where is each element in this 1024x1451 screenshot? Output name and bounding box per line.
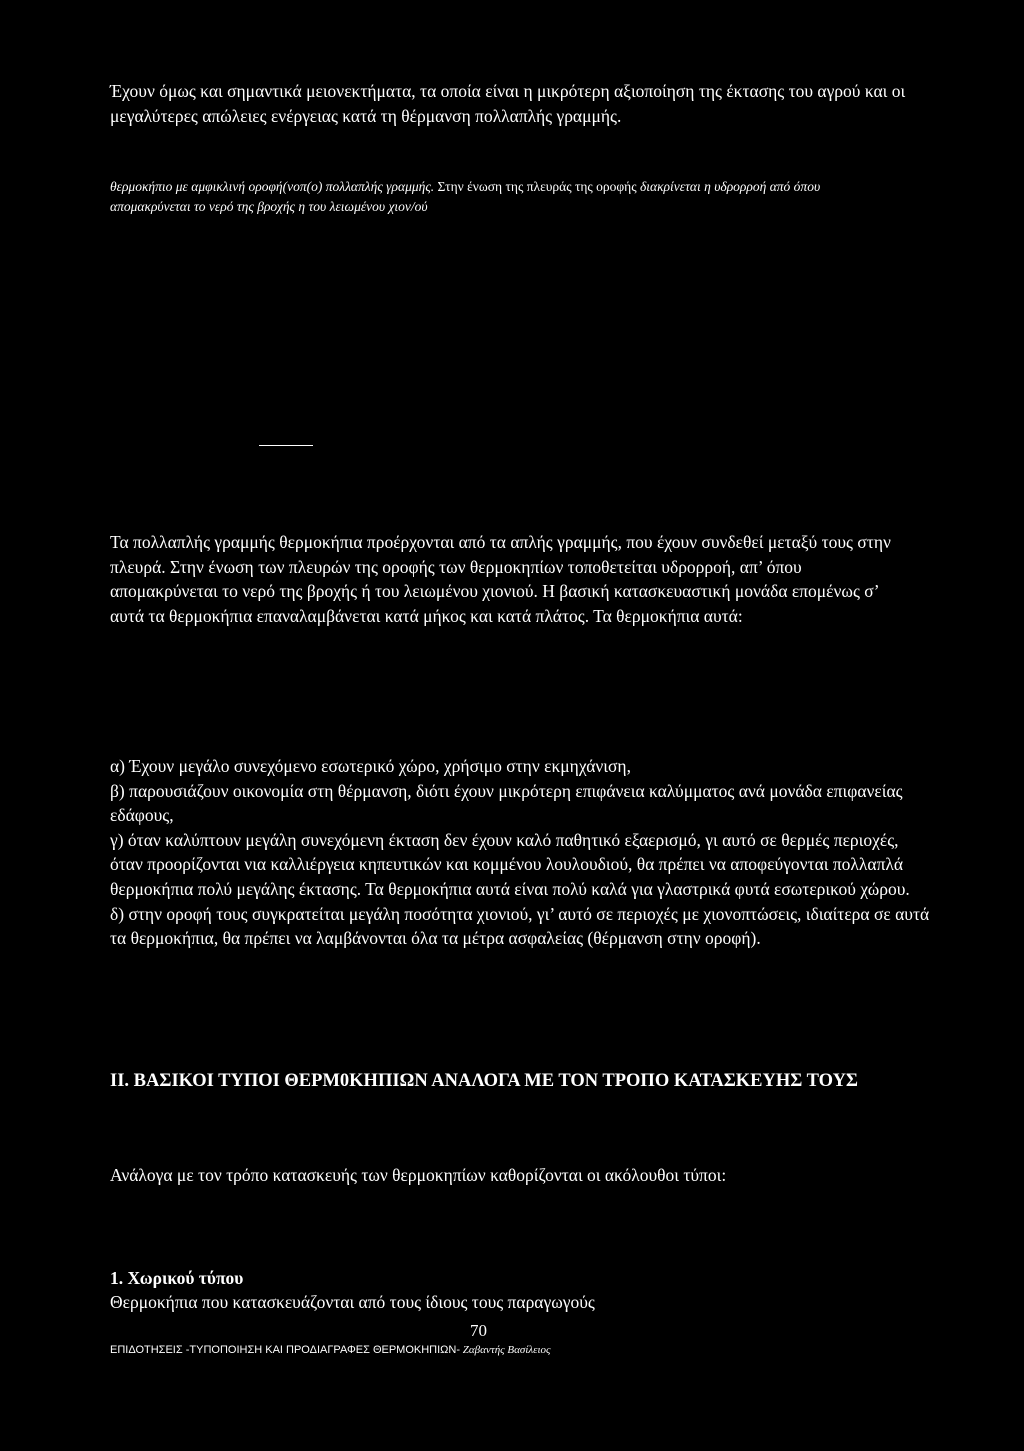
features-list: [110, 754, 930, 951]
caption-continuation: διακρίνεται η υδρορροή από όπου απομακρύνεται το νερό της βροχής η του λειωμένου χιον/ού: [110, 179, 821, 214]
footer-title: ΕΠΙΔΟΤΗΣΕΙΣ -ΤΥΠΟΠΟΙΗΣΗ ΚΑΙ ΠΡΟΔΙΑΓΡΑΦΕΣ ΘΕΡΜΟΚΗΠΙΩΝ-: [110, 1344, 461, 1356]
figure-caption: [110, 177, 900, 217]
intro-paragraph: Έχουν όμως και σημαντικά μειονεκτήματα, τα οποία είναι η μικρότερη αξιοποίηση της έκτασης του αγρού και οι μεγαλύτερες απώλειες ενέργειας κατά τη θέρμανση πολλαπλής γραμμής.: [110, 81, 906, 126]
list-item-c: γ) όταν καλύπτουν μεγάλη συνεχόμενη έκταση δεν έχουν καλό παθητικό εξαερισμό, γι αυτό σε θερμές περιοχές, όταν προορίζονται νια καλλιέργεια κηπευτικών και κομμένου λουλουδιού, θα πρέπει να αποφεύγονται πολλαπλά θερμοκήπια πολύ μεγάλης έκτασης. Τα θερμοκήπια αυτά είναι πολύ καλά για γλαστρικά φυτά εσωτερικού χώρου.: [110, 829, 910, 899]
list-item-d: δ) στην οροφή τους συγκρατείται μεγάλη ποσότητα χιονιού, γι’ αυτό σε περιοχές με χιονοπτώσεις, ιδιαίτερα σε αυτά τα θερμοκήπια, θα πρέπει να λαμβάνονται όλα τα μέτρα ασφαλείας (θέρμανση στην οροφή).: [110, 903, 930, 949]
section-heading: II. ΒΑΣΙΚΟΙ ΤΥΠΟΙ ΘΕΡΜ0ΚΗΠΙΩΝ ΑΝΑΛΟΓΑ ΜΕ ΤΟΝ ΤΡΟΠΟ ΚΑΤΑΣΚΕΥΗΣ ΤΟΥΣ: [110, 1071, 859, 1091]
figure-dash-mark: [259, 445, 313, 446]
footer-author: Ζαβαντής Βασίλειος: [460, 1344, 551, 1356]
list-item-b: β) παρουσιάζουν οικονομία στη θέρμανση, διότι έχουν μικρότερη επιφάνεια καλύμματος ανά μονάδα επιφανείας εδάφους,: [110, 780, 903, 826]
caption-title: θερμοκήπιο με αμφικλινή οροφή(νοπ(ο) πολλαπλής γραμμής.: [110, 179, 435, 194]
page-footer: [110, 1343, 930, 1357]
page-number: 70: [470, 1321, 487, 1340]
caption-note: Στην ένωση της πλευράς της οροφής: [434, 179, 637, 194]
types-intro-paragraph: Ανάλογα με τον τρόπο κατασκευής των θερμοκηπίων καθορίζονται οι ακόλουθοι τύποι:: [110, 1165, 727, 1185]
type-1-description: Θερμοκήπια που κατασκευάζονται από τους ίδιους τους παραγωγούς: [110, 1292, 595, 1312]
type-1-heading: 1. Χωρικού τύπου: [110, 1268, 244, 1288]
multi-span-paragraph: Τα πολλαπλής γραμμής θερμοκήπια προέρχονται από τα απλής γραμμής, που έχουν συνδεθεί μεταξύ τους στην πλευρά. Στην ένωση των πλευρών της οροφής των θερμοκηπίων τοποθετείται υδρορροή, απ’ όπου απομακρύνεται το νερό της βροχής ή του λειωμένου χιονιού. Η βασική κατασκευαστική μονάδα επομένως σ’ αυτά τα θερμοκήπια επαναλαμβάνεται κατά μήκος και κατά πλάτος. Τα θερμοκήπια αυτά:: [110, 532, 891, 626]
list-item-a: α) Έχουν μεγάλο συνεχόμενο εσωτερικό χώρο, χρήσιμο στην εκμηχάνιση,: [110, 756, 631, 776]
